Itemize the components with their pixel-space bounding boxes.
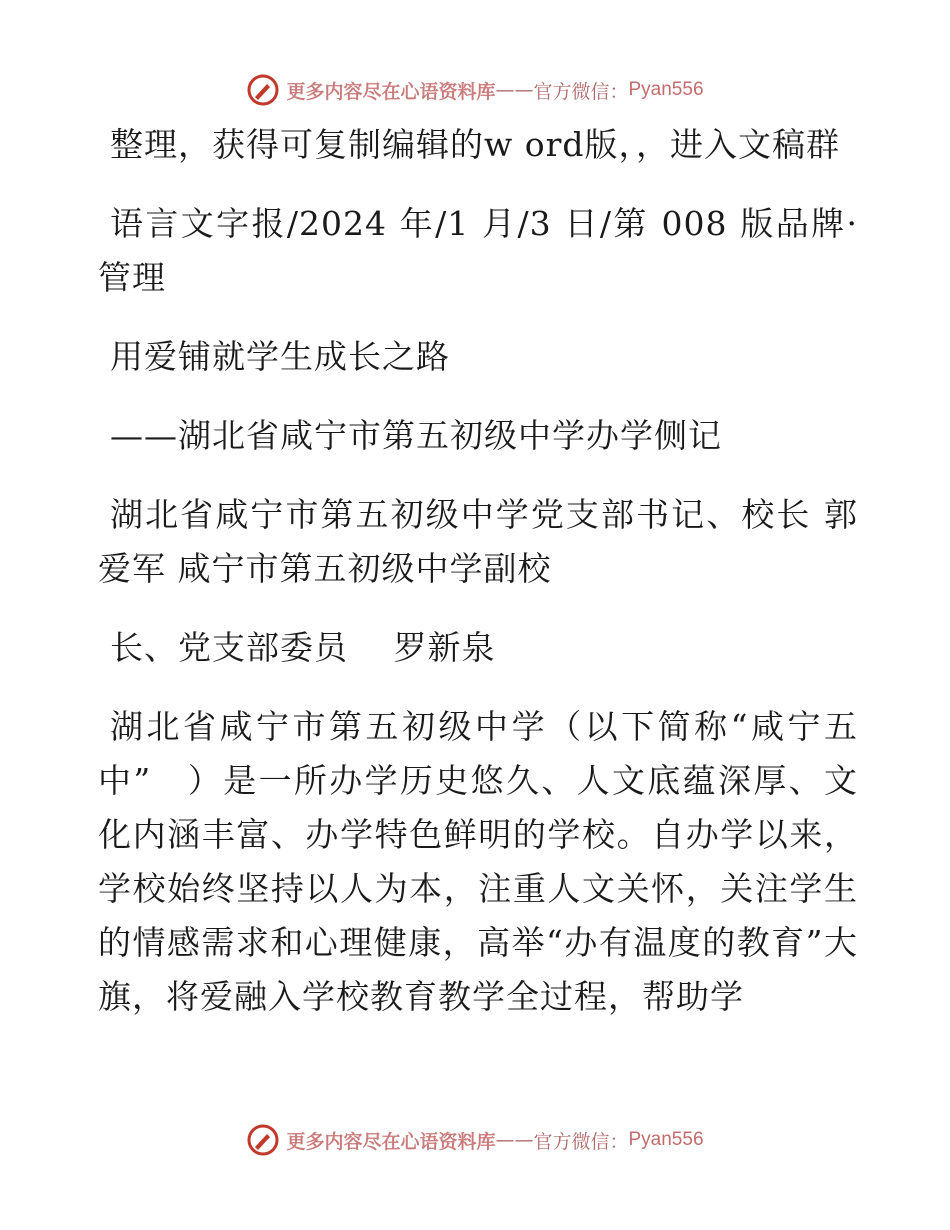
document-body (98, 118, 858, 1049)
pen-logo-icon (246, 1123, 280, 1157)
watermark-dash: —— (495, 79, 534, 101)
author-line-1: 湖北省咸宁市第五初级中学党支部书记、校长 郭爱军 咸宁市第五初级中学副校 (98, 495, 858, 588)
watermark-official: 官方微信： (533, 80, 629, 103)
author-line-2: 长、党支部委员 罗新泉 (110, 628, 496, 667)
watermark-title: 更多内容尽在心语资料库 (286, 80, 496, 103)
header-watermark (0, 70, 950, 110)
watermark-title: 更多内容尽在心语资料库 (286, 1130, 496, 1153)
intro-note: 整理，获得可复制编辑的w ord版，，进入文稿群 (110, 125, 841, 164)
source-line: 语言文字报/2024 年/1 月/3 日/第 008 版品牌·管理 (98, 204, 858, 297)
watermark-handle: Pyan556 (628, 79, 704, 100)
article-subtitle: ——湖北省咸宁市第五初级中学办学侧记 (110, 416, 722, 455)
pen-logo-icon (246, 73, 280, 107)
watermark-dash: —— (495, 1129, 534, 1151)
article-title: 用爱铺就学生成长之路 (110, 337, 450, 376)
footer-watermark (0, 1120, 950, 1160)
watermark-handle: Pyan556 (628, 1129, 704, 1150)
body-paragraph: 湖北省咸宁市第五初级中学（以下简称“咸宁五中” ）是一所办学历史悠久、人文底蕴深厚、文化内涵丰富、办学特色鲜明的学校。自办学以来，学校始终坚持以人为本，注重人文关怀，关注学生的情感需求和心理健康，高举“办有温度的教育”大旗，将爱融入学校教育教学全过程，帮助学 (98, 707, 858, 1016)
watermark-official: 官方微信： (533, 1130, 629, 1153)
